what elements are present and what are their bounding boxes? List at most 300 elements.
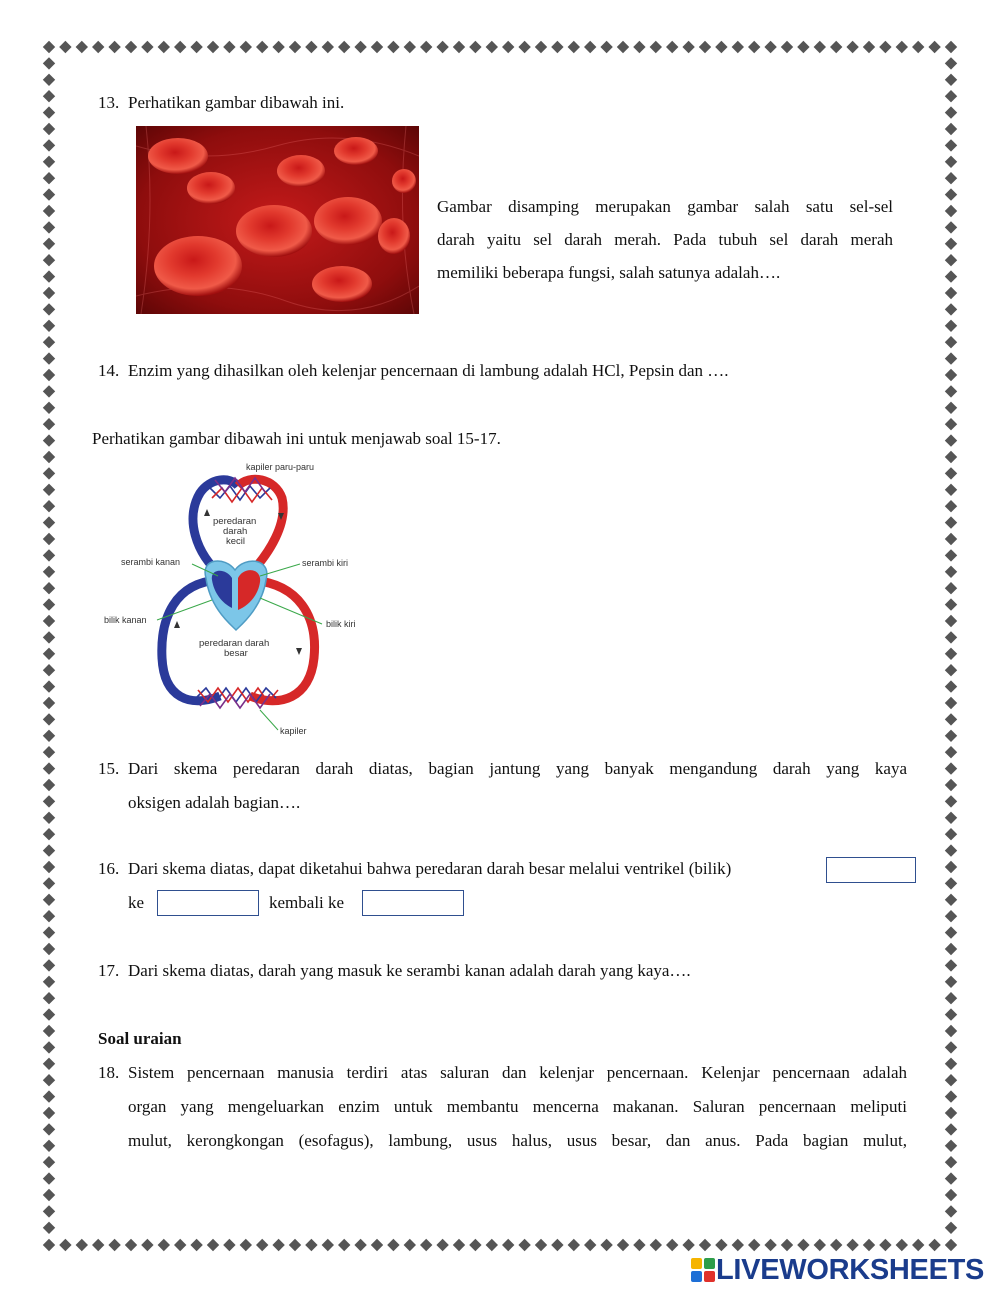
border-diamond xyxy=(748,1239,760,1251)
q14-text: Enzim yang dihasilkan oleh kelenjar pencernaan di lambung adalah HCl, Pepsin dan …. xyxy=(128,361,729,380)
instruction-text: Perhatikan gambar dibawah ini untuk menjawab soal 15-17. xyxy=(92,429,501,448)
border-diamond xyxy=(945,467,957,479)
border-diamond xyxy=(43,139,55,151)
border-diamond xyxy=(43,484,55,496)
q13-desc-line-1: Gambar disamping merupakan gambar salah satu sel-sel xyxy=(437,197,893,216)
border-diamond xyxy=(945,533,957,545)
border-diamond xyxy=(43,238,55,250)
border-diamond xyxy=(289,1239,301,1251)
border-diamond xyxy=(43,926,55,938)
border-diamond xyxy=(43,1025,55,1037)
border-diamond xyxy=(732,1239,744,1251)
border-diamond xyxy=(404,1239,416,1251)
border-diamond xyxy=(43,1123,55,1135)
border-diamond xyxy=(43,598,55,610)
border-diamond xyxy=(43,90,55,102)
border-diamond xyxy=(945,156,957,168)
border-diamond xyxy=(43,1189,55,1201)
border-diamond xyxy=(338,1239,350,1251)
border-diamond xyxy=(43,648,55,660)
border-diamond xyxy=(43,779,55,791)
border-diamond xyxy=(240,41,252,53)
border-diamond xyxy=(945,1074,957,1086)
border-diamond xyxy=(207,1239,219,1251)
border-diamond xyxy=(666,41,678,53)
border-diamond xyxy=(879,1239,891,1251)
border-diamond xyxy=(43,1239,55,1251)
border-diamond xyxy=(568,1239,580,1251)
border-diamond xyxy=(535,41,547,53)
q16-ke-label: ke xyxy=(128,893,145,912)
border-diamond xyxy=(223,41,235,53)
border-diamond xyxy=(781,1239,793,1251)
border-diamond xyxy=(43,1156,55,1168)
q17-number: 17. xyxy=(98,961,120,980)
border-diamond xyxy=(43,172,55,184)
q18-number: 18. xyxy=(98,1063,120,1082)
border-diamond xyxy=(43,254,55,266)
border-diamond xyxy=(43,664,55,676)
border-diamond xyxy=(945,402,957,414)
border-diamond xyxy=(896,41,908,53)
q18-line-3: mulut, kerongkongan (esofagus), lambung, usus halus, usus besar, dan anus. Pada bagian mulut, xyxy=(128,1131,907,1150)
q17-text: Dari skema diatas, darah yang masuk ke serambi kanan adalah darah yang kaya…. xyxy=(128,961,691,980)
border-diamond xyxy=(945,221,957,233)
border-diamond xyxy=(43,697,55,709)
border-diamond xyxy=(846,41,858,53)
border-diamond xyxy=(945,205,957,217)
border-diamond xyxy=(945,1140,957,1152)
border-diamond xyxy=(945,943,957,955)
border-diamond xyxy=(945,336,957,348)
border-diamond xyxy=(945,287,957,299)
border-diamond xyxy=(945,500,957,512)
border-diamond xyxy=(715,1239,727,1251)
border-diamond xyxy=(43,106,55,118)
border-diamond xyxy=(256,41,268,53)
q16-answer-box-2[interactable] xyxy=(157,890,259,916)
border-diamond xyxy=(43,1074,55,1086)
border-diamond xyxy=(945,57,957,69)
q15-line-2: oksigen adalah bagian…. xyxy=(128,793,301,812)
border-diamond xyxy=(92,41,104,53)
border-diamond xyxy=(43,844,55,856)
border-diamond xyxy=(43,418,55,430)
border-diamond xyxy=(945,90,957,102)
border-diamond xyxy=(945,106,957,118)
border-diamond xyxy=(797,1239,809,1251)
border-diamond xyxy=(43,713,55,725)
border-diamond xyxy=(43,451,55,463)
border-diamond xyxy=(76,1239,88,1251)
q15-number: 15. xyxy=(98,759,120,778)
q13-desc-line-2: darah yaitu sel darah merah. Pada tubuh sel darah merah xyxy=(437,230,893,249)
border-diamond xyxy=(387,1239,399,1251)
border-diamond xyxy=(43,877,55,889)
label-peredaran-kecil-2: darah xyxy=(223,526,248,537)
border-diamond xyxy=(928,41,940,53)
border-diamond xyxy=(322,41,334,53)
border-diamond xyxy=(945,139,957,151)
border-diamond xyxy=(43,385,55,397)
border-diamond xyxy=(732,41,744,53)
border-diamond xyxy=(879,41,891,53)
liveworksheets-logo[interactable] xyxy=(690,1254,984,1286)
border-diamond xyxy=(141,41,153,53)
border-diamond xyxy=(945,926,957,938)
border-diamond xyxy=(551,41,563,53)
q18-line-1: Sistem pencernaan manusia terdiri atas saluran dan kelenjar pencernaan. Kelenjar pencernaan adalah xyxy=(128,1063,907,1082)
border-diamond xyxy=(76,41,88,53)
label-peredaran-kecil-3: kecil xyxy=(226,536,246,547)
border-diamond xyxy=(945,516,957,528)
border-diamond xyxy=(945,303,957,315)
border-diamond xyxy=(354,1239,366,1251)
q16-answer-input-3[interactable] xyxy=(363,891,463,915)
border-diamond xyxy=(43,1140,55,1152)
border-diamond xyxy=(797,41,809,53)
border-diamond xyxy=(43,1090,55,1102)
border-diamond xyxy=(43,287,55,299)
border-diamond xyxy=(945,976,957,988)
border-diamond xyxy=(43,533,55,545)
border-diamond xyxy=(43,795,55,807)
border-diamond xyxy=(945,1205,957,1217)
border-diamond xyxy=(945,861,957,873)
border-diamond xyxy=(272,1239,284,1251)
border-diamond xyxy=(945,1189,957,1201)
border-diamond xyxy=(945,713,957,725)
border-diamond xyxy=(43,123,55,135)
border-diamond xyxy=(945,172,957,184)
liveworksheets-logo-icon xyxy=(690,1257,716,1283)
border-diamond xyxy=(945,877,957,889)
border-diamond xyxy=(43,1107,55,1119)
q13-desc-line-3: memiliki beberapa fungsi, salah satunya adalah…. xyxy=(437,263,781,282)
border-diamond xyxy=(486,1239,498,1251)
border-diamond xyxy=(141,1239,153,1251)
liveworksheets-brand: LIVEWORKSHEETS xyxy=(716,1253,985,1286)
border-diamond xyxy=(945,1222,957,1234)
border-diamond xyxy=(43,762,55,774)
border-diamond xyxy=(682,41,694,53)
border-diamond xyxy=(945,1107,957,1119)
border-diamond xyxy=(945,484,957,496)
q13-number: 13. xyxy=(98,93,120,112)
label-bilik-kiri: bilik kiri xyxy=(326,619,356,629)
q16-answer-input-1[interactable] xyxy=(827,858,915,882)
border-diamond xyxy=(912,1239,924,1251)
border-diamond xyxy=(600,41,612,53)
q16-answer-input-2[interactable] xyxy=(158,891,258,915)
border-diamond xyxy=(945,1156,957,1168)
border-diamond xyxy=(404,41,416,53)
q13-text: Perhatikan gambar dibawah ini. xyxy=(128,93,345,112)
border-diamond xyxy=(945,680,957,692)
label-bilik-kanan: bilik kanan xyxy=(104,615,147,625)
label-peredaran-besar-2: besar xyxy=(224,648,248,659)
border-diamond xyxy=(945,631,957,643)
border-diamond xyxy=(551,1239,563,1251)
border-diamond xyxy=(43,188,55,200)
q15-line-1: Dari skema peredaran darah diatas, bagian jantung yang banyak mengandung darah yang kaya xyxy=(128,759,907,778)
border-diamond xyxy=(43,221,55,233)
border-diamond xyxy=(945,992,957,1004)
red-blood-cells-image xyxy=(136,126,419,314)
border-diamond xyxy=(764,41,776,53)
border-diamond xyxy=(945,1172,957,1184)
border-diamond xyxy=(43,812,55,824)
border-diamond xyxy=(863,41,875,53)
border-diamond xyxy=(748,41,760,53)
border-diamond xyxy=(682,1239,694,1251)
border-diamond xyxy=(223,1239,235,1251)
border-diamond xyxy=(814,41,826,53)
section-title: Soal uraian xyxy=(98,1029,182,1048)
label-peredaran-kecil-1: peredaran xyxy=(213,516,257,527)
border-diamond xyxy=(43,1172,55,1184)
border-diamond xyxy=(945,959,957,971)
border-diamond xyxy=(43,320,55,332)
label-kapiler-paru: kapiler paru-paru xyxy=(246,462,315,472)
border-diamond xyxy=(190,41,202,53)
border-diamond xyxy=(945,697,957,709)
label-kapiler: kapiler xyxy=(280,726,307,736)
border-diamond xyxy=(43,631,55,643)
border-diamond xyxy=(43,156,55,168)
border-diamond xyxy=(436,41,448,53)
border-diamond xyxy=(617,1239,629,1251)
border-diamond xyxy=(896,1239,908,1251)
border-diamond xyxy=(945,254,957,266)
border-diamond xyxy=(371,41,383,53)
q18-line-2: organ yang mengeluarkan enzim untuk membantu mencerna makanan. Saluran pencernaan meliputi xyxy=(128,1097,907,1116)
border-diamond xyxy=(125,41,137,53)
border-diamond xyxy=(305,1239,317,1251)
border-diamond xyxy=(945,910,957,922)
border-diamond xyxy=(43,582,55,594)
border-diamond xyxy=(43,57,55,69)
border-diamond xyxy=(174,41,186,53)
border-diamond xyxy=(43,549,55,561)
border-diamond xyxy=(420,41,432,53)
border-diamond xyxy=(518,41,530,53)
border-diamond xyxy=(207,41,219,53)
border-diamond xyxy=(945,746,957,758)
border-diamond xyxy=(584,41,596,53)
border-diamond xyxy=(945,795,957,807)
border-diamond xyxy=(371,1239,383,1251)
border-diamond xyxy=(43,615,55,627)
border-diamond xyxy=(945,844,957,856)
border-diamond xyxy=(108,41,120,53)
border-diamond xyxy=(715,41,727,53)
border-diamond xyxy=(43,336,55,348)
border-diamond xyxy=(108,1239,120,1251)
border-diamond xyxy=(535,1239,547,1251)
border-diamond xyxy=(781,41,793,53)
border-diamond xyxy=(43,943,55,955)
border-diamond xyxy=(43,730,55,742)
border-diamond xyxy=(190,1239,202,1251)
border-diamond xyxy=(43,516,55,528)
border-diamond xyxy=(43,352,55,364)
border-diamond xyxy=(502,1239,514,1251)
border-diamond xyxy=(436,1239,448,1251)
border-diamond xyxy=(945,238,957,250)
border-diamond xyxy=(43,894,55,906)
label-peredaran-besar-1: peredaran darah xyxy=(199,638,270,649)
border-diamond xyxy=(945,188,957,200)
border-diamond xyxy=(945,730,957,742)
border-diamond xyxy=(945,549,957,561)
border-diamond xyxy=(945,566,957,578)
q14-number: 14. xyxy=(98,361,120,380)
border-diamond xyxy=(945,582,957,594)
q16-line-1: Dari skema diatas, dapat diketahui bahwa peredaran darah besar melalui ventrikel (bilik) xyxy=(128,859,732,878)
border-diamond xyxy=(453,41,465,53)
border-diamond xyxy=(256,1239,268,1251)
border-diamond xyxy=(43,434,55,446)
border-diamond xyxy=(158,1239,170,1251)
border-diamond xyxy=(764,1239,776,1251)
border-diamond xyxy=(158,41,170,53)
border-diamond xyxy=(486,41,498,53)
border-diamond xyxy=(863,1239,875,1251)
border-diamond xyxy=(240,1239,252,1251)
border-diamond xyxy=(945,615,957,627)
border-diamond xyxy=(43,566,55,578)
border-diamond xyxy=(945,762,957,774)
border-diamond xyxy=(354,41,366,53)
border-diamond xyxy=(945,74,957,86)
border-diamond xyxy=(945,1058,957,1070)
border-diamond xyxy=(43,303,55,315)
border-diamond xyxy=(43,402,55,414)
border-diamond xyxy=(945,320,957,332)
border-diamond xyxy=(945,41,957,53)
border-diamond xyxy=(125,1239,137,1251)
border-diamond xyxy=(43,746,55,758)
border-diamond xyxy=(945,1090,957,1102)
border-diamond xyxy=(945,664,957,676)
border-diamond xyxy=(945,894,957,906)
border-diamond xyxy=(502,41,514,53)
label-serambi-kanan: serambi kanan xyxy=(121,557,181,567)
border-diamond xyxy=(666,1239,678,1251)
border-diamond xyxy=(568,41,580,53)
border-diamond xyxy=(650,1239,662,1251)
border-diamond xyxy=(945,369,957,381)
border-diamond xyxy=(338,41,350,53)
border-diamond xyxy=(43,992,55,1004)
border-diamond xyxy=(699,1239,711,1251)
border-diamond xyxy=(43,1041,55,1053)
border-diamond xyxy=(945,1008,957,1020)
border-diamond xyxy=(584,1239,596,1251)
border-diamond xyxy=(945,1025,957,1037)
border-diamond xyxy=(945,828,957,840)
border-diamond xyxy=(174,1239,186,1251)
border-diamond xyxy=(289,41,301,53)
border-diamond xyxy=(43,369,55,381)
border-diamond xyxy=(469,1239,481,1251)
border-diamond xyxy=(945,812,957,824)
border-diamond xyxy=(43,861,55,873)
border-diamond xyxy=(43,828,55,840)
border-diamond xyxy=(945,270,957,282)
q16-answer-box-3[interactable] xyxy=(362,890,464,916)
border-diamond xyxy=(699,41,711,53)
border-diamond xyxy=(830,1239,842,1251)
border-diamond xyxy=(945,1239,957,1251)
border-diamond xyxy=(43,1008,55,1020)
border-diamond xyxy=(846,1239,858,1251)
border-diamond xyxy=(945,434,957,446)
border-diamond xyxy=(387,41,399,53)
border-diamond xyxy=(633,1239,645,1251)
border-diamond xyxy=(945,385,957,397)
border-diamond xyxy=(945,352,957,364)
border-diamond xyxy=(43,205,55,217)
circulation-diagram xyxy=(100,458,370,740)
border-diamond xyxy=(43,976,55,988)
border-diamond xyxy=(453,1239,465,1251)
border-diamond xyxy=(43,500,55,512)
border-diamond xyxy=(814,1239,826,1251)
border-diamond xyxy=(272,41,284,53)
border-diamond xyxy=(43,1222,55,1234)
label-serambi-kiri: serambi kiri xyxy=(302,558,349,568)
border-diamond xyxy=(322,1239,334,1251)
border-diamond xyxy=(43,467,55,479)
border-diamond xyxy=(43,1205,55,1217)
border-diamond xyxy=(945,648,957,660)
border-diamond xyxy=(945,598,957,610)
border-diamond xyxy=(945,779,957,791)
border-diamond xyxy=(43,680,55,692)
q16-answer-box-1[interactable] xyxy=(826,857,916,883)
border-diamond xyxy=(830,41,842,53)
border-diamond xyxy=(945,123,957,135)
border-diamond xyxy=(912,41,924,53)
border-diamond xyxy=(945,1123,957,1135)
border-diamond xyxy=(92,1239,104,1251)
border-diamond xyxy=(43,910,55,922)
border-diamond xyxy=(305,41,317,53)
border-diamond xyxy=(59,1239,71,1251)
border-diamond xyxy=(43,74,55,86)
border-diamond xyxy=(43,270,55,282)
border-diamond xyxy=(59,41,71,53)
border-diamond xyxy=(633,41,645,53)
border-diamond xyxy=(945,418,957,430)
border-diamond xyxy=(945,1041,957,1053)
border-diamond xyxy=(43,1058,55,1070)
border-diamond xyxy=(420,1239,432,1251)
q16-number: 16. xyxy=(98,859,120,878)
border-diamond xyxy=(928,1239,940,1251)
border-diamond xyxy=(600,1239,612,1251)
border-diamond xyxy=(945,451,957,463)
q16-kembali-ke-label: kembali ke xyxy=(269,893,345,912)
border-diamond xyxy=(650,41,662,53)
border-diamond xyxy=(518,1239,530,1251)
border-diamond xyxy=(43,959,55,971)
border-diamond xyxy=(43,41,55,53)
border-diamond xyxy=(469,41,481,53)
border-diamond xyxy=(617,41,629,53)
